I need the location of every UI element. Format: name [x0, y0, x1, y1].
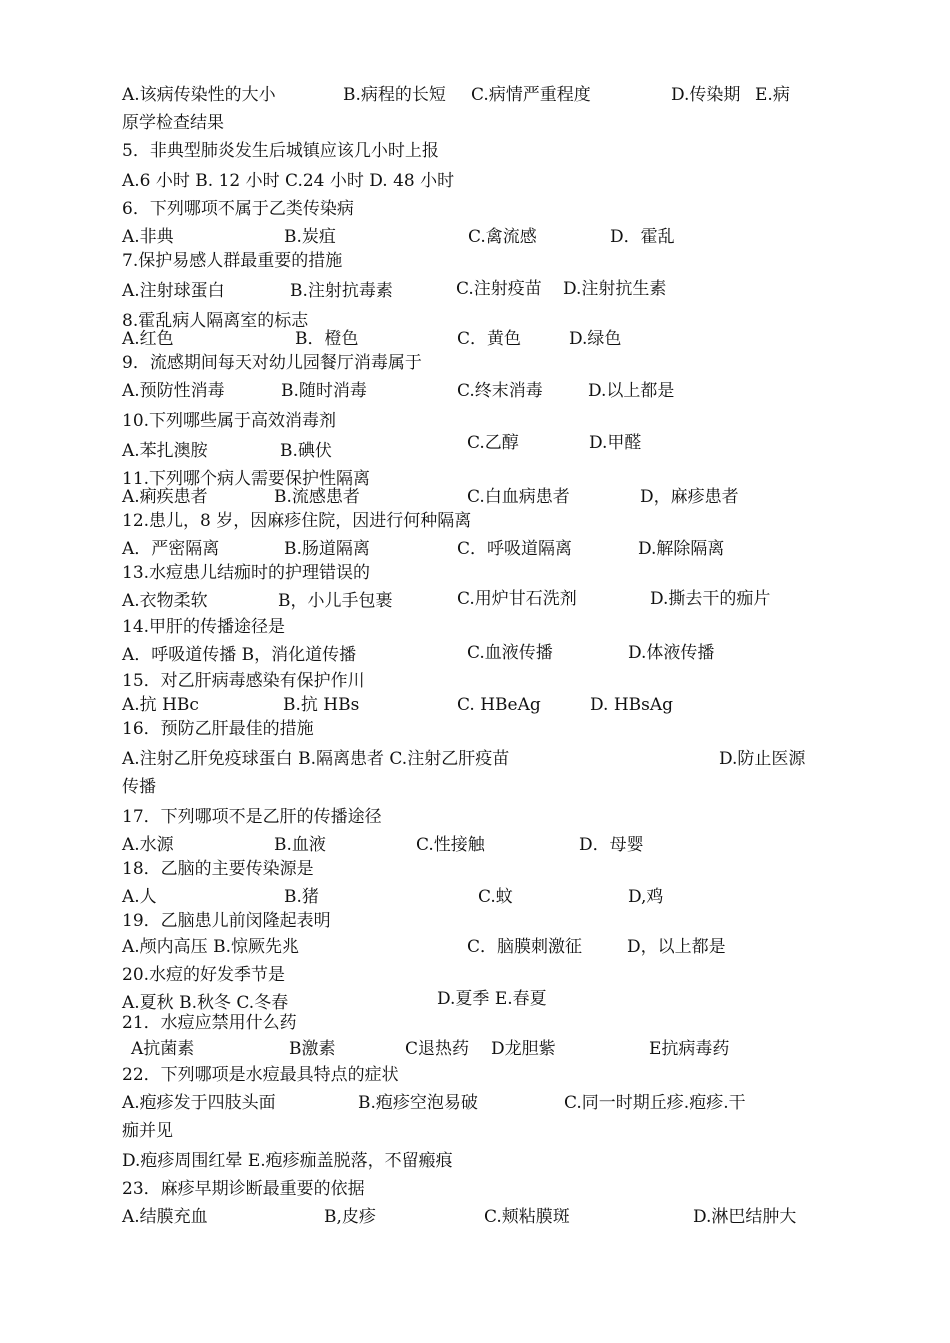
answer-option: D.绿色: [569, 329, 622, 349]
answer-option: C.乙醇: [467, 433, 519, 453]
answer-option: B.炭疽: [284, 227, 336, 247]
answer-option: C.用炉甘石洗剂: [457, 589, 577, 609]
answer-option: D.撕去干的痂片: [650, 589, 771, 609]
answer-option: B.碘伏: [280, 441, 332, 461]
answer-option: A.夏秋 B.秋冬 C.冬春: [122, 993, 289, 1013]
answer-option: A.非典: [122, 227, 174, 247]
answer-option: D.淋巴结肿大: [693, 1207, 797, 1227]
question-line: 19．乙脑患儿前闵隆起表明: [122, 911, 331, 931]
answer-option: D．母婴: [579, 835, 644, 855]
question-line: 16．预防乙肝最佳的措施: [122, 719, 314, 739]
answer-option: B.血液: [274, 835, 326, 855]
question-line: 22．下列哪项是水痘最具特点的症状: [122, 1065, 399, 1085]
answer-option: C.颊粘膜斑: [484, 1207, 570, 1227]
question-line: 21．水痘应禁用什么药: [122, 1013, 297, 1033]
answer-option: C.白血病患者: [467, 487, 570, 507]
question-line: 8.霍乱病人隔离室的标志: [122, 311, 309, 331]
answer-option: A.颅内高压 B.惊厥先兆: [122, 937, 299, 957]
answer-option: D. HBsAg: [590, 695, 674, 715]
question-line: 痂并见: [122, 1121, 173, 1141]
answer-option: E抗病毒药: [649, 1039, 730, 1059]
question-line: 10.下列哪些属于高效消毒剂: [122, 411, 337, 431]
answer-option: C.同一时期丘疹.疱疹.干: [564, 1093, 746, 1113]
answer-option: D.夏季 E.春夏: [437, 989, 547, 1009]
question-line: 13.水痘患儿结痂时的护理错误的: [122, 563, 371, 583]
question-line: 12.患儿，8 岁，因麻疹住院，因进行何种隔离: [122, 511, 472, 531]
answer-option: C退热药: [405, 1039, 470, 1059]
question-line: 6．下列哪项不属于乙类传染病: [122, 199, 354, 219]
answer-option: D龙胆紫: [491, 1039, 556, 1059]
answer-option: B.流感患者: [274, 487, 360, 507]
question-line: 原学检查结果: [122, 113, 224, 133]
answer-option: A.该病传染性的大小: [122, 85, 276, 105]
answer-option: A.结膜充血: [122, 1207, 208, 1227]
answer-option: D.解除隔离: [638, 539, 725, 559]
answer-option: C.性接触: [416, 835, 485, 855]
answer-option: C．呼吸道隔离: [457, 539, 573, 559]
answer-option: B.随时消毒: [281, 381, 367, 401]
answer-option: B.病程的长短: [343, 85, 446, 105]
answer-option: B，小儿手包裹: [278, 591, 393, 611]
answer-option: A.衣物柔软: [122, 591, 208, 611]
answer-option: A抗菌素: [131, 1039, 195, 1059]
answer-option: C.禽流感: [468, 227, 537, 247]
answer-option: A．呼吸道传播 B，消化道传播: [122, 645, 357, 665]
answer-option: D.以上都是: [588, 381, 675, 401]
question-line: 11.下列哪个病人需要保护性隔离: [122, 469, 371, 489]
answer-option: C. HBeAg: [457, 695, 541, 715]
question-line: 23．麻疹早期诊断最重要的依据: [122, 1179, 365, 1199]
question-line: 14.甲肝的传播途径是: [122, 617, 286, 637]
answer-option: A.红色: [122, 329, 174, 349]
answer-option: A.痢疾患者: [122, 487, 208, 507]
question-line: 15．对乙肝病毒感染有保护作川: [122, 671, 365, 691]
question-line: 17．下列哪项不是乙肝的传播途径: [122, 807, 382, 827]
answer-option: D．霍乱: [610, 227, 675, 247]
answer-option: B.猪: [284, 887, 319, 907]
answer-option: C．脑膜刺激征: [467, 937, 583, 957]
answer-option: B．橙色: [295, 329, 359, 349]
question-line: 18．乙脑的主要传染源是: [122, 859, 314, 879]
answer-option: D，麻疹患者: [640, 487, 739, 507]
answer-option: A.抗 HBc: [122, 695, 199, 715]
answer-option: B.抗 HBs: [283, 695, 360, 715]
answer-option: A.注射乙肝免疫球蛋白 B.隔离患者 C.注射乙肝疫苗: [122, 749, 510, 769]
answer-option: D.防止医源: [719, 749, 806, 769]
answer-option: C．黄色: [457, 329, 522, 349]
answer-option: C.蚊: [478, 887, 513, 907]
question-line: 20.水痘的好发季节是: [122, 965, 286, 985]
question-line: 5．非典型肺炎发生后城镇应该几小时上报: [122, 141, 439, 161]
answer-option: B.肠道隔离: [284, 539, 370, 559]
answer-option: A.人: [122, 887, 157, 907]
answer-option: A.水源: [122, 835, 174, 855]
question-line: A.6 小时 B. 12 小时 C.24 小时 D. 48 小时: [122, 171, 455, 191]
answer-option: B.疱疹空泡易破: [358, 1093, 478, 1113]
answer-option: B,皮疹: [324, 1207, 376, 1227]
answer-option: D.体液传播: [628, 643, 715, 663]
question-line: 传播: [122, 777, 156, 797]
answer-option: A．严密隔离: [122, 539, 220, 559]
answer-option: D.传染期: [671, 85, 741, 105]
question-line: 7.保护易感人群最重要的措施: [122, 251, 343, 271]
answer-option: D.甲醛: [589, 433, 642, 453]
answer-option: E.病: [755, 85, 790, 105]
answer-option: C.注射疫苗: [456, 279, 542, 299]
answer-option: C.病情严重程度: [471, 85, 591, 105]
answer-option: D，以上都是: [627, 937, 726, 957]
answer-option: A.注射球蛋白: [122, 281, 225, 301]
answer-option: C.血液传播: [467, 643, 553, 663]
answer-option: B.注射抗毒素: [290, 281, 393, 301]
answer-option: A.苯扎澳胺: [122, 441, 208, 461]
answer-option: D.注射抗生素: [563, 279, 667, 299]
answer-option: D,鸡: [628, 887, 664, 907]
question-line: 9．流感期间每天对幼儿园餐厅消毒属于: [122, 353, 422, 373]
answer-option: A.预防性消毒: [122, 381, 225, 401]
answer-option: B激素: [289, 1039, 336, 1059]
answer-option: C.终末消毒: [457, 381, 543, 401]
question-line: D.疱疹周围红晕 E.疱疹痂盖脱落，不留瘢痕: [122, 1151, 453, 1171]
answer-option: A.疱疹发于四肢头面: [122, 1093, 276, 1113]
